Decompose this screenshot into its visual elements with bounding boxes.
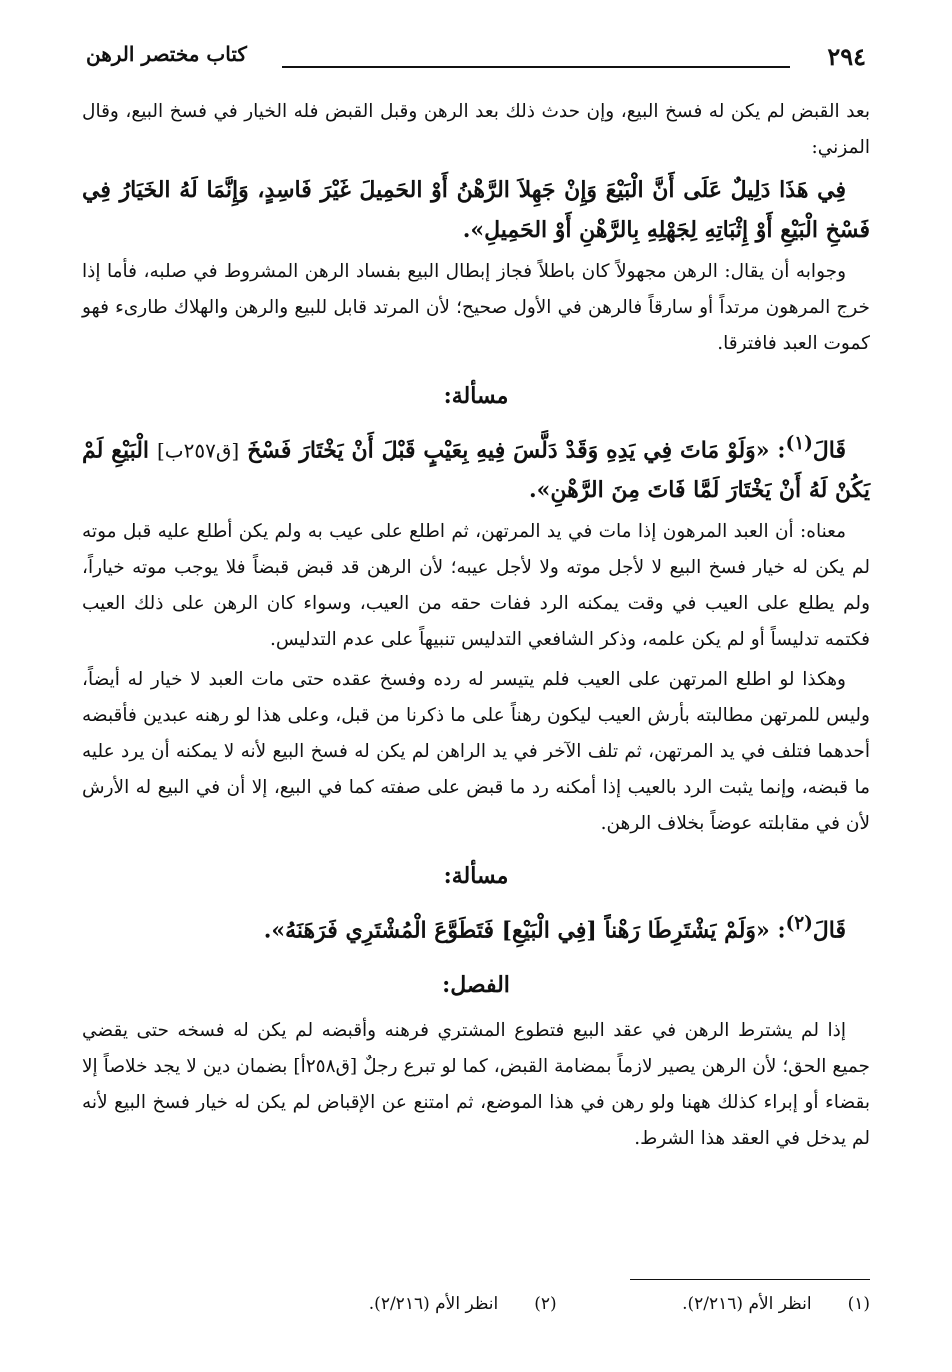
paragraph-1: بعد القبض لم يكن له فسخ البيع، وإن حدث ذلك بعد الرهن وقبل القبض فله الخيار في فسخ البيع، وقال المزني: [82, 101, 870, 158]
qal-label-2: قَالَ [812, 917, 846, 944]
page-number: ٢٩٤ [827, 42, 866, 71]
footnote-1 [682, 1290, 870, 1318]
qal-label: قَالَ [812, 437, 846, 464]
qal-statement-1 [82, 424, 870, 510]
footnote-1-number: (١) [847, 1294, 870, 1314]
paragraph-2: وجوابه أن يقال: الرهن مجهولاً كان باطلاً فجاز إبطال البيع بفساد الرهن المشروط في صلبه، فأما إذا خرج المرهون مرتداً أو سارقاً فالرهن في الأول صحيح؛ لأن المرتد قابل للبيع والرهن والهلاك طارىء فهو كموت العبد فافترقا. [82, 261, 870, 354]
footnote-1-text: انظر الأم (٢/٢١٦). [682, 1294, 812, 1314]
footnote-2-text: انظر الأم (٢/٢١٦). [368, 1294, 499, 1314]
qal-text-1b: الْبَيْعِ لَمْ يَكُنْ لَهُ أَنْ يَخْتَارَ لَمَّا فَاتَ مِنَ الرَّهْنِ». [82, 437, 870, 504]
section-heading-masala-2: مسألة: [443, 863, 509, 890]
footnote-2 [369, 1290, 557, 1318]
footnote-ref-1: (١) [785, 433, 813, 454]
quote-muzani: فِي هَذَا دَلِيلٌ عَلَى أَنَّ الْبَيْعَ وَإِنْ جَهِلاَ الرَّهْنُ أَوْ الحَمِيلَ غَيْرَ فَاسِدٍ، وَإِنَّمَا لَهُ الخَيَارُ فِي فَسْخِ الْبَيْعِ أَوْ إِثْبَاتِهِ لِجَهْلِهِ بِالرَّهْنِ أَوْ الحَمِيلِ». [82, 177, 870, 243]
qal-text-1a: : «وَلَوْ مَاتَ فِي يَدِهِ وَقَدْ دَلَّسَ فِيهِ بِعَيْبٍ قَبْلَ أَنْ يَخْتَارَ فَسْخَ [247, 437, 786, 464]
paragraph-3: معناه: أن العبد المرهون إذا مات في يد المرتهن، ثم اطلع على عيب به ولم يكن أطلع عليه قبل موته لم يكن له خيار فسخ البيع لا لأجل موته ولا لأجل عيبه؛ لأن الرهن قد قبض قبضاً فلا يوجب موته خياراً، ولم يطلع على العيب في وقت يمكنه الرد ففات حقه من العيب، وسواء كان الرهن على ذلك العيب فكتمه تدليساً أو لم يكن علمه، وذكر الشافعي التدليس تنبيهاً على عدم التدليس. [82, 521, 870, 651]
footnote-ref-2: (٢) [785, 913, 813, 935]
header-rule [282, 66, 790, 68]
footnotes [82, 1290, 870, 1318]
paragraph-4: وهكذا لو اطلع المرتهن على العيب فلم يتيسر له رده وفسخ عقده حتى مات العبد لا خيار له أيضاً، وليس للمرتهن مطالبته بأرش العيب ليكون رهناً على ما ذكرنا من قبل، وعلى هذا لو رهنه عبدين فأقبضه أحدهما فتلف في يد المرتهن، ثم تلف الآخر في يد الراهن لم يكن له فسخ البيع لأنه لا يمكنه أن يرد عليه ما قبضه، وإنما يثبت الرد بالعيب إذا أمكنه رد ما قبض على صفته كما في البيع، إلا أن في البيع له الأرش لأن في مقابلته عوضاً بخلاف الرهن. [82, 669, 870, 835]
qal-statement-2 [82, 904, 870, 950]
page-body [82, 94, 870, 1161]
manuscript-marker-1: [ق٢٥٧ب] [156, 438, 240, 463]
book-title: كتاب مختصر الرهن [86, 42, 247, 66]
section-heading-fasl: الفصل: [442, 971, 510, 998]
section-heading-masala-1: مسألة: [443, 383, 509, 409]
page-header [82, 38, 870, 82]
footnote-rule [630, 1279, 870, 1280]
footnote-2-number: (٢) [534, 1294, 557, 1314]
paragraph-5: إذا لم يشترط الرهن في عقد البيع فتطوع المشتري فرهنه وأقبضه لم يكن له فسخه حتى يقضي جميع الحق؛ لأن الرهن يصير لازماً بمضامة القبض، كما لو تبرع رجلٌ [ق٢٥٨أ] بضمان دين لا يجد خلاصاً إلا بقضاء أو إبراء كذلك ههنا ولو رهن في هذا الموضع، ثم امتنع عن الإقباض لم يكن له خيار فسخ البيع لأنه لم يدخل في العقد هذا الشرط. [82, 1019, 870, 1149]
qal-text-2: : «وَلَمْ يَشْتَرِطَا رَهْناً [فِي الْبَيْعِ] فَتَطَوَّعَ الْمُشْتَرِي فَرَهَنَهُ». [263, 917, 786, 944]
